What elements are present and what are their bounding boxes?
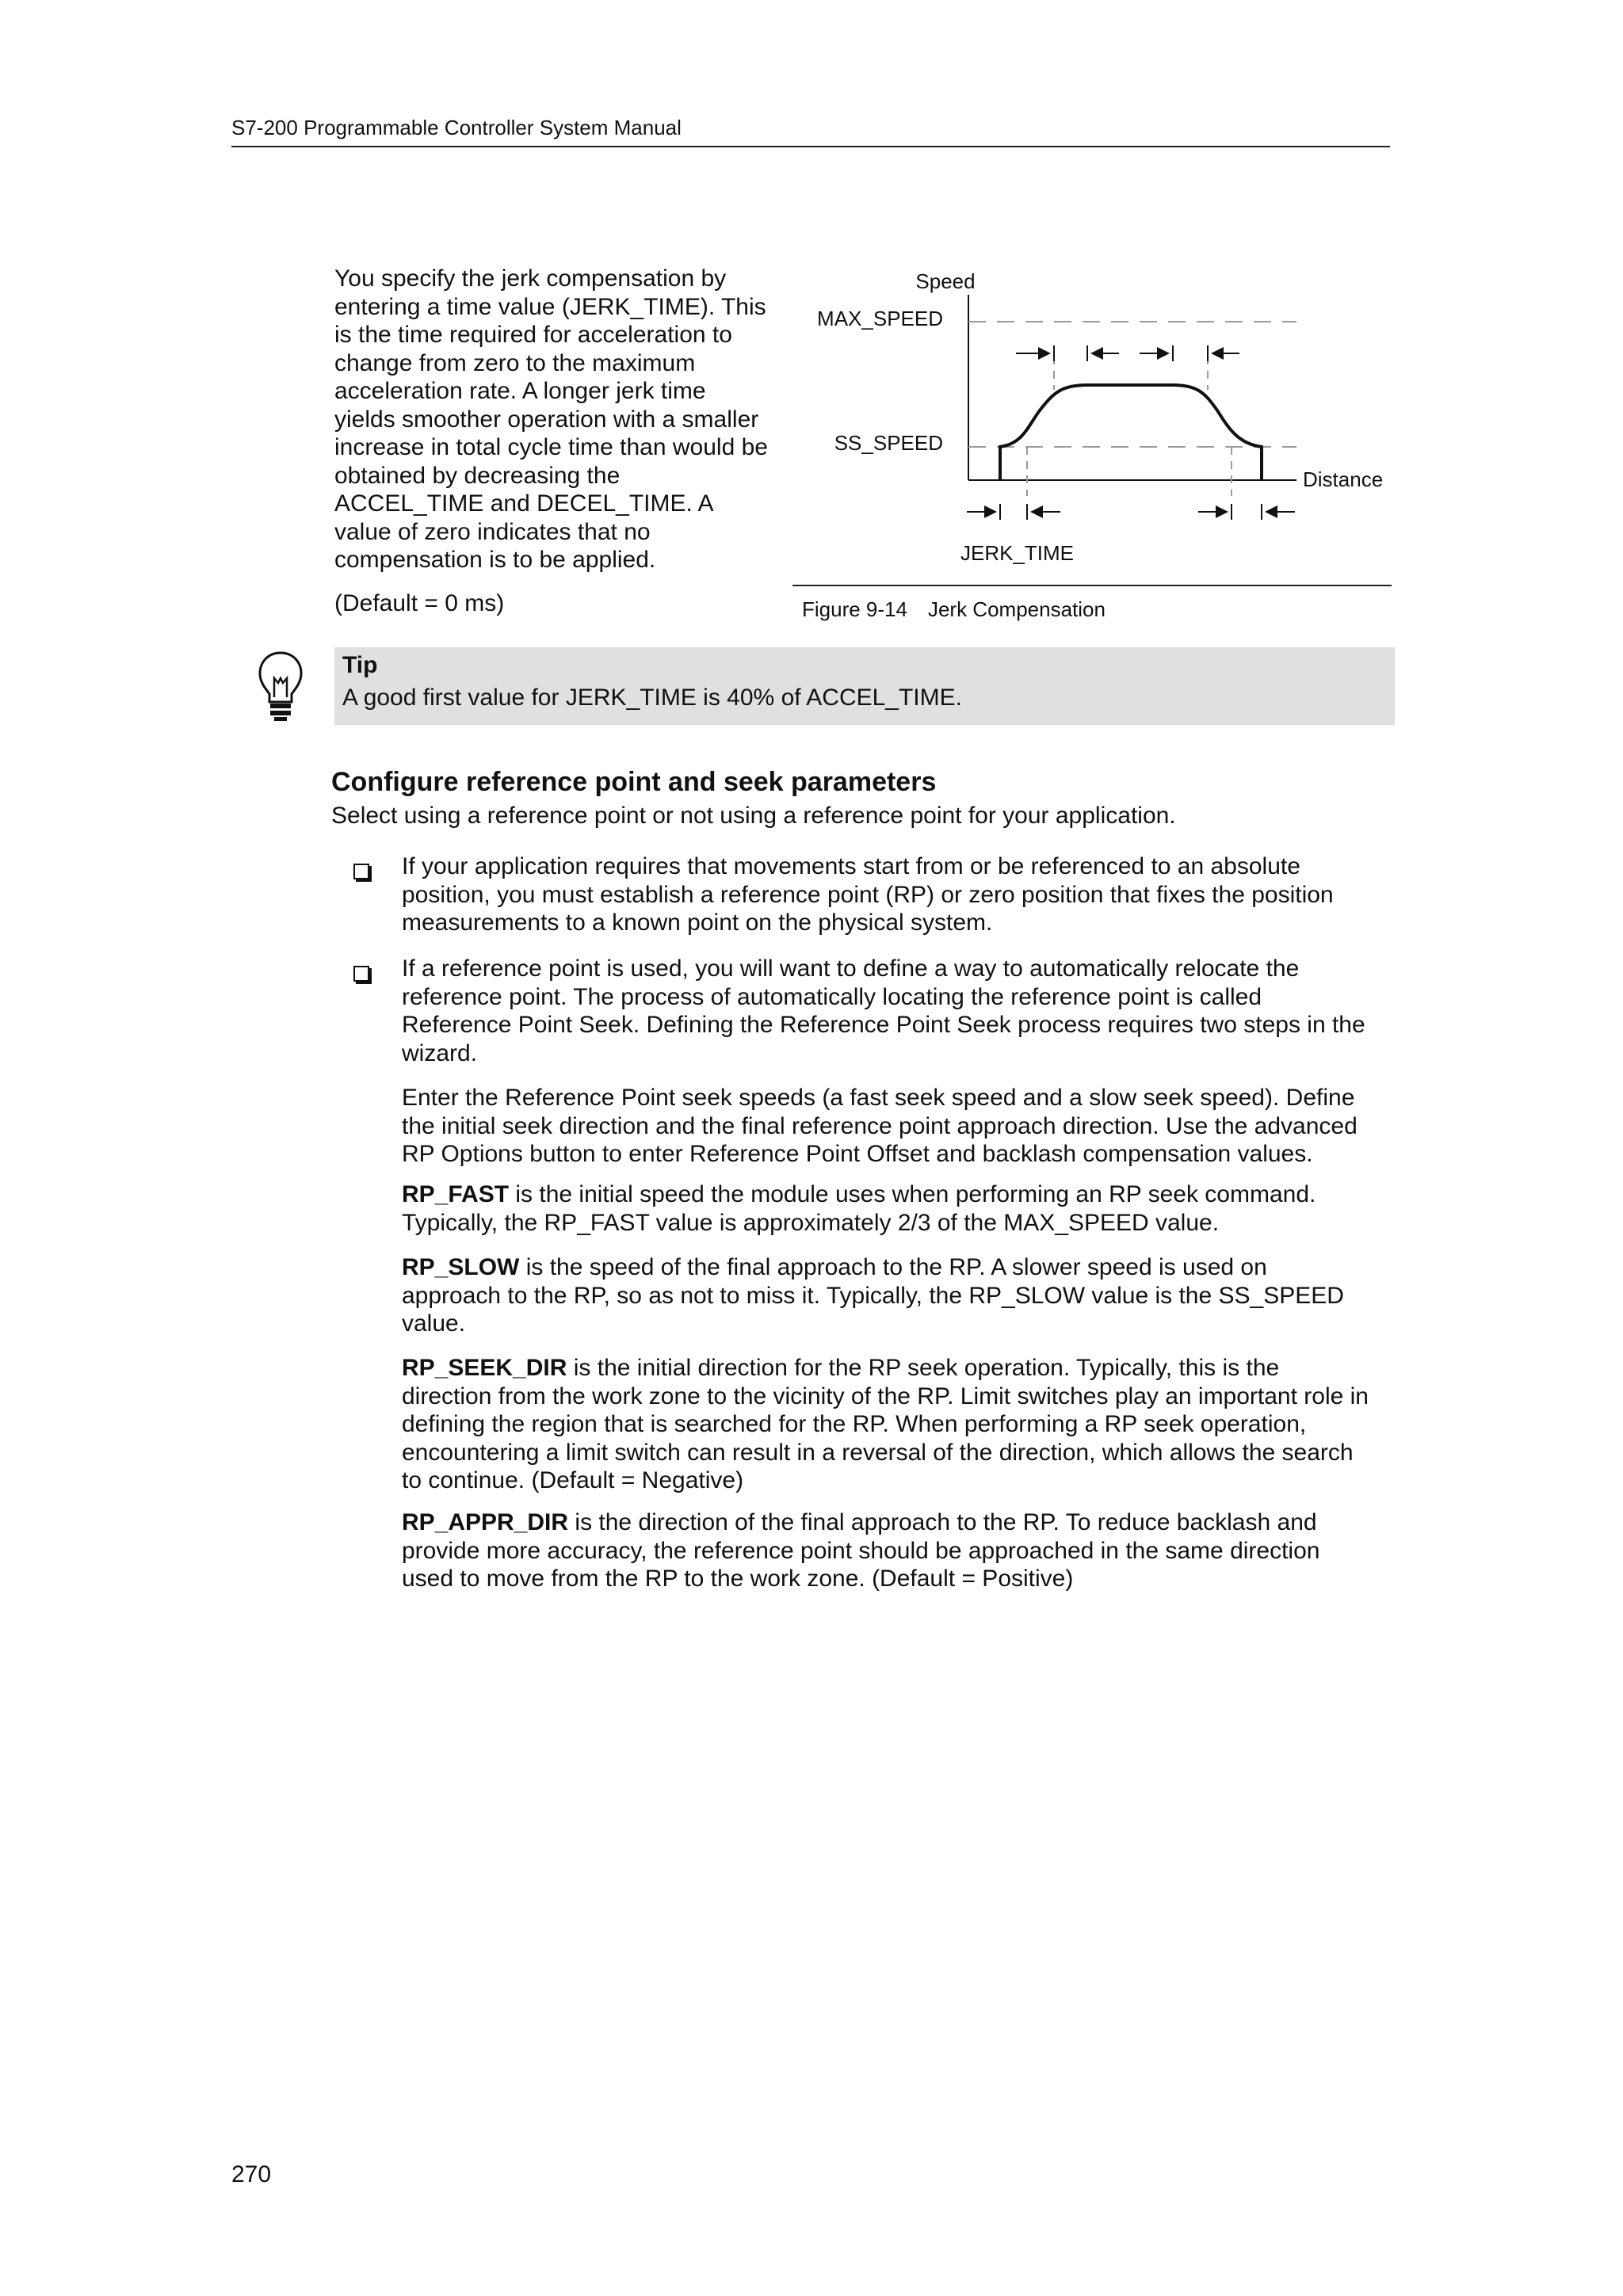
bullet-line: If a reference point is used, you will want to define a way to automatically relocate the (402, 955, 1300, 982)
rp-seek-dir-term: RP_SEEK_DIR (402, 1355, 567, 1381)
section-heading: Configure reference point and seek parameters (331, 767, 937, 797)
ss-speed-label: SS_SPEED (834, 431, 943, 455)
para-line: defining the region that is searched for the RP. When performing a RP seek operation, (402, 1411, 1307, 1437)
header-rule (231, 146, 1390, 147)
jerk-time-label: JERK_TIME (960, 541, 1075, 565)
tip-title: Tip (342, 652, 378, 678)
figure-caption (802, 597, 1106, 622)
section-intro: Select using a reference point or not using a reference point for your application. (331, 803, 1176, 829)
bullet-line: If your application requires that movements start from or be referenced to an absolute (402, 853, 1300, 879)
para-line: Typically, the RP_FAST value is approximately 2/3 of the MAX_SPEED value. (402, 1209, 1220, 1236)
para-line: used to move from the RP to the work zone. (Default = Positive) (402, 1566, 1074, 1592)
seek-speeds-paragraph (402, 1084, 1583, 1169)
para-line: the initial seek direction and the final reference point approach direction. Use the advanced (402, 1112, 1358, 1139)
figure-title: Jerk Compensation (927, 597, 1106, 621)
rp-appr-dir-paragraph (402, 1508, 1583, 1593)
figure-number: Figure 9-14 (802, 597, 907, 621)
intro-line: is the time required for acceleration to (334, 322, 732, 348)
intro-line: ACCEL_TIME and DECEL_TIME. A (334, 490, 714, 517)
intro-line: compensation is to be applied. (334, 547, 656, 573)
bullet-line: position, you must establish a reference point (RP) or zero position that fixes the position (402, 881, 1334, 908)
bullet-line: Reference Point Seek. Defining the Reference Point Seek process requires two steps in the (402, 1012, 1365, 1038)
default-note: (Default = 0 ms) (334, 590, 505, 616)
para-line: value. (402, 1310, 466, 1337)
bullet-line: measurements to a known point on the physical system. (402, 910, 993, 936)
intro-line: obtained by decreasing the (334, 462, 621, 489)
intro-line: value of zero indicates that no (334, 518, 651, 545)
bullet-item-1 (402, 852, 1583, 937)
rp-slow-term: RP_SLOW (402, 1254, 520, 1280)
para-line: is the initial direction for the RP seek operation. Typically, this is the (567, 1355, 1280, 1381)
jerk-intro-paragraph (334, 265, 794, 574)
intro-line: acceleration rate. A longer jerk time (334, 378, 706, 404)
rp-slow-paragraph (402, 1253, 1583, 1338)
para-line: direction from the work zone to the vicinity of the RP. Limit switches play an important role in (402, 1383, 1369, 1409)
para-line: approach to the RP, so as not to miss it. Typically, the RP_SLOW value is the SS_SPEED (402, 1282, 1344, 1309)
intro-line: entering a time value (JERK_TIME). This (334, 293, 766, 320)
running-header: S7-200 Programmable Controller System Manual (231, 116, 682, 139)
rp-seek-dir-paragraph (402, 1354, 1583, 1495)
max-speed-label: MAX_SPEED (817, 307, 943, 330)
page-number: 270 (231, 2161, 272, 2187)
bullet-box-icon (353, 966, 369, 982)
intro-line: change from zero to the maximum (334, 349, 696, 376)
rp-appr-dir-term: RP_APPR_DIR (402, 1509, 569, 1535)
bullet-item-2 (402, 955, 1583, 1067)
para-line: is the initial speed the module uses when performing an RP seek command. (509, 1181, 1316, 1207)
intro-line: increase in total cycle time than would be (334, 434, 768, 460)
lightbulb-icon (257, 650, 304, 723)
para-line: encountering a limit switch can result in a reversal of the direction, which allows the search (402, 1439, 1354, 1466)
para-line: is the direction of the final approach to the RP. To reduce backlash and (568, 1509, 1317, 1535)
bullet-box-icon (353, 864, 369, 879)
para-line: RP Options button to enter Reference Point Offset and backlash compensation values. (402, 1141, 1313, 1167)
para-line: to continue. (Default = Negative) (402, 1467, 744, 1493)
intro-line: You specify the jerk compensation by (334, 265, 727, 292)
speed-profile-curve (1000, 385, 1262, 480)
tip-text: A good first value for JERK_TIME is 40% of ACCEL_TIME. (342, 685, 962, 711)
para-line: provide more accuracy, the reference point should be approached in the same direction (402, 1537, 1320, 1564)
bullet-line: reference point. The process of automatically locating the reference point is called (402, 983, 1262, 1010)
speed-axis-label: Speed (915, 269, 976, 293)
jerk-compensation-diagram (792, 261, 1395, 578)
figure-caption-rule (792, 585, 1392, 586)
rp-fast-paragraph (402, 1180, 1583, 1237)
para-line: Enter the Reference Point seek speeds (a fast seek speed and a slow seek speed). Define (402, 1085, 1355, 1111)
rp-fast-term: RP_FAST (402, 1181, 510, 1207)
intro-line: yields smoother operation with a smaller (334, 406, 759, 433)
distance-axis-label: Distance (1303, 467, 1384, 491)
para-line: is the speed of the final approach to the RP. A slower speed is used on (519, 1254, 1267, 1280)
bullet-line: wizard. (402, 1039, 478, 1066)
